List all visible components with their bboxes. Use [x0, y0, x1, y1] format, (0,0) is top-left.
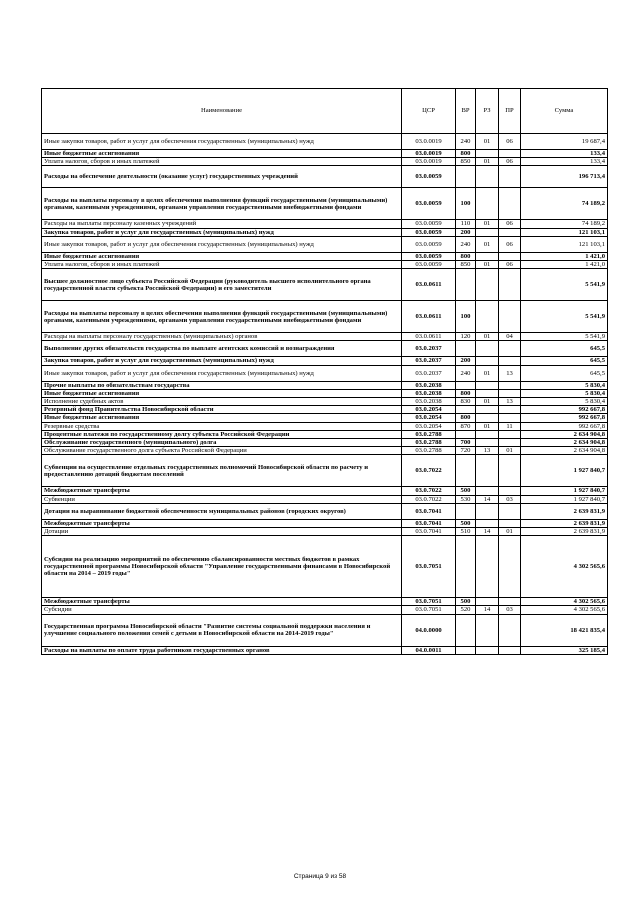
row-sum: 74 189,2 [521, 220, 608, 228]
row-vr: 110 [456, 220, 476, 228]
table-row [42, 389, 608, 397]
row-vr [456, 381, 476, 389]
row-vr: 520 [456, 606, 476, 614]
table-row [42, 398, 608, 406]
row-sum: 2 634 904,8 [521, 430, 608, 438]
row-name: Иные закупки товаров, работ и услуг для обеспечения государственных (муниципальных) нужд [42, 236, 402, 252]
row-sum: 2 639 831,9 [521, 519, 608, 527]
row-name: Дотации [42, 528, 402, 536]
row-vr: 240 [456, 134, 476, 150]
table-row [42, 357, 608, 365]
table-row [42, 220, 608, 228]
row-sum: 4 302 565,6 [521, 606, 608, 614]
row-vr: 200 [456, 228, 476, 236]
row-rz [476, 598, 499, 606]
row-name: Иные бюджетные ассигнования [42, 414, 402, 422]
row-rz [476, 166, 499, 188]
row-pr [499, 188, 521, 220]
row-name: Иные бюджетные ассигнования [42, 389, 402, 397]
table-row [42, 228, 608, 236]
row-pr [499, 357, 521, 365]
row-vr: 800 [456, 389, 476, 397]
row-rz: 01 [476, 365, 499, 381]
row-sum: 133,4 [521, 150, 608, 158]
row-name: Расходы на выплаты персоналу в целях обеспечения выполнения функций государственными (муниципальными) органами, казенными учреждениями, органами управления государственными внебюджетными фондами [42, 301, 402, 333]
row-pr: 06 [499, 236, 521, 252]
row-csr: 03.0.0059 [402, 252, 456, 260]
row-sum: 5 541,9 [521, 301, 608, 333]
row-rz: 01 [476, 398, 499, 406]
row-vr [456, 614, 476, 646]
row-sum: 121 103,1 [521, 228, 608, 236]
row-vr [456, 646, 476, 654]
row-name: Субвенции [42, 495, 402, 503]
header-pr: ПР [499, 89, 521, 134]
row-vr: 800 [456, 252, 476, 260]
row-sum: 2 634 904,8 [521, 447, 608, 455]
row-vr: 240 [456, 365, 476, 381]
table-row [42, 503, 608, 519]
row-pr [499, 252, 521, 260]
row-pr [499, 341, 521, 357]
row-pr: 06 [499, 134, 521, 150]
row-name: Закупка товаров, работ и услуг для государственных (муниципальных) нужд [42, 228, 402, 236]
row-vr [456, 269, 476, 301]
row-pr [499, 614, 521, 646]
header-vr: ВР [456, 89, 476, 134]
row-sum: 1 421,0 [521, 261, 608, 269]
row-sum: 2 639 831,9 [521, 528, 608, 536]
row-sum: 5 830,4 [521, 381, 608, 389]
row-pr [499, 406, 521, 414]
row-rz [476, 503, 499, 519]
row-rz [476, 487, 499, 495]
row-pr: 13 [499, 365, 521, 381]
row-sum: 645,5 [521, 365, 608, 381]
table-row [42, 406, 608, 414]
row-csr: 03.0.7022 [402, 455, 456, 487]
row-name: Дотации на выравнивание бюджетной обеспеченности муниципальных районов (городских округов) [42, 503, 402, 519]
row-name: Иные закупки товаров, работ и услуг для обеспечения государственных (муниципальных) нужд [42, 134, 402, 150]
row-csr: 03.0.2054 [402, 406, 456, 414]
row-csr: 03.0.7051 [402, 598, 456, 606]
table-row [42, 236, 608, 252]
table-row [42, 134, 608, 150]
row-vr: 530 [456, 495, 476, 503]
row-rz [476, 228, 499, 236]
row-name: Выполнение других обязательств государства по выплате агентских комиссий и вознаграждения [42, 341, 402, 357]
row-pr [499, 487, 521, 495]
row-csr: 03.0.0019 [402, 134, 456, 150]
row-sum: 992 667,8 [521, 414, 608, 422]
row-csr: 03.0.0059 [402, 228, 456, 236]
row-name: Межбюджетные трансферты [42, 598, 402, 606]
row-rz [476, 150, 499, 158]
table-row [42, 614, 608, 646]
row-name: Уплата налогов, сборов и иных платежей [42, 261, 402, 269]
row-pr [499, 150, 521, 158]
row-name: Уплата налогов, сборов и иных платежей [42, 158, 402, 166]
table-row [42, 365, 608, 381]
table-row [42, 495, 608, 503]
table-row [42, 447, 608, 455]
row-csr: 03.0.2037 [402, 357, 456, 365]
table-row [42, 430, 608, 438]
row-sum: 5 830,4 [521, 398, 608, 406]
table-row [42, 646, 608, 654]
row-vr: 800 [456, 150, 476, 158]
row-csr: 04.0.0011 [402, 646, 456, 654]
row-name: Высшее должностное лицо субъекта Российской Федерации (руководитель высшего исполнительного органа государственной власти субъекта Российской Федерации) и его заместители [42, 269, 402, 301]
row-csr: 03.0.0019 [402, 150, 456, 158]
row-sum: 4 302 565,6 [521, 536, 608, 598]
page-footer: Страница 9 из 58 [293, 873, 347, 880]
row-name: Межбюджетные трансферты [42, 519, 402, 527]
table-row [42, 188, 608, 220]
row-rz [476, 252, 499, 260]
row-pr: 03 [499, 606, 521, 614]
row-pr: 03 [499, 495, 521, 503]
row-csr: 03.0.7022 [402, 495, 456, 503]
row-vr [456, 341, 476, 357]
table-row [42, 261, 608, 269]
row-rz: 01 [476, 333, 499, 341]
row-sum: 5 541,9 [521, 333, 608, 341]
table-row [42, 422, 608, 430]
row-pr [499, 301, 521, 333]
row-name: Обслуживание государственного (муниципального) долга [42, 439, 402, 447]
row-pr [499, 598, 521, 606]
table-row [42, 341, 608, 357]
row-vr [456, 455, 476, 487]
row-sum: 992 667,8 [521, 422, 608, 430]
row-csr: 03.0.0059 [402, 220, 456, 228]
row-rz: 01 [476, 220, 499, 228]
row-vr: 830 [456, 398, 476, 406]
row-name: Расходы на выплаты персоналу государственных (муниципальных) органов [42, 333, 402, 341]
row-vr: 100 [456, 301, 476, 333]
row-csr: 04.0.0000 [402, 614, 456, 646]
row-vr: 850 [456, 261, 476, 269]
row-sum: 1 927 840,7 [521, 487, 608, 495]
table-row [42, 606, 608, 614]
row-pr [499, 503, 521, 519]
row-rz [476, 519, 499, 527]
row-rz [476, 614, 499, 646]
table-row [42, 158, 608, 166]
row-sum: 133,4 [521, 158, 608, 166]
row-rz [476, 439, 499, 447]
table-row [42, 333, 608, 341]
row-name: Межбюджетные трансферты [42, 487, 402, 495]
row-rz [476, 381, 499, 389]
row-sum: 645,5 [521, 357, 608, 365]
table-row [42, 487, 608, 495]
row-vr [456, 536, 476, 598]
row-rz: 01 [476, 134, 499, 150]
row-pr: 06 [499, 220, 521, 228]
row-vr: 800 [456, 414, 476, 422]
row-name: Иные бюджетные ассигнования [42, 150, 402, 158]
row-csr: 03.0.2038 [402, 398, 456, 406]
row-sum: 1 927 840,7 [521, 455, 608, 487]
row-rz: 01 [476, 158, 499, 166]
row-pr [499, 646, 521, 654]
header-rz: РЗ [476, 89, 499, 134]
row-csr: 03.0.2038 [402, 389, 456, 397]
table-header-row [42, 89, 608, 134]
row-rz: 01 [476, 236, 499, 252]
row-vr: 200 [456, 357, 476, 365]
row-name: Закупка товаров, работ и услуг для государственных (муниципальных) нужд [42, 357, 402, 365]
row-pr [499, 430, 521, 438]
row-rz [476, 646, 499, 654]
row-csr: 03.0.7051 [402, 606, 456, 614]
row-vr: 240 [456, 236, 476, 252]
table-row [42, 455, 608, 487]
row-vr [456, 503, 476, 519]
row-csr: 03.0.7041 [402, 503, 456, 519]
row-vr: 510 [456, 528, 476, 536]
row-pr [499, 166, 521, 188]
table-row [42, 381, 608, 389]
row-pr [499, 519, 521, 527]
row-csr: 03.0.0059 [402, 261, 456, 269]
row-name: Резервные средства [42, 422, 402, 430]
row-csr: 03.0.0059 [402, 166, 456, 188]
row-csr: 03.0.2037 [402, 365, 456, 381]
row-sum: 4 302 565,6 [521, 598, 608, 606]
row-csr: 03.0.0611 [402, 301, 456, 333]
table-row [42, 252, 608, 260]
row-csr: 03.0.2038 [402, 381, 456, 389]
row-rz: 14 [476, 495, 499, 503]
table-row [42, 598, 608, 606]
table-row [42, 414, 608, 422]
row-rz [476, 406, 499, 414]
row-rz [476, 414, 499, 422]
table-row [42, 301, 608, 333]
table-row [42, 439, 608, 447]
row-name: Расходы на выплаты персоналу в целях обеспечения выполнения функций государственными (муниципальными) органами, казенными учреждениями, органами управления государственными внебюджетными фондами [42, 188, 402, 220]
row-pr: 04 [499, 333, 521, 341]
row-name: Расходы на выплаты по оплате труда работников государственных органов [42, 646, 402, 654]
row-sum: 18 421 835,4 [521, 614, 608, 646]
row-pr [499, 269, 521, 301]
row-rz [476, 341, 499, 357]
row-vr: 100 [456, 188, 476, 220]
row-sum: 19 687,4 [521, 134, 608, 150]
row-csr: 03.0.2788 [402, 439, 456, 447]
row-vr: 500 [456, 487, 476, 495]
row-sum: 2 639 831,9 [521, 503, 608, 519]
row-vr: 700 [456, 439, 476, 447]
row-sum: 1 421,0 [521, 252, 608, 260]
table-row [42, 519, 608, 527]
row-sum: 2 634 904,8 [521, 439, 608, 447]
row-rz [476, 188, 499, 220]
row-rz: 01 [476, 261, 499, 269]
row-sum: 645,5 [521, 341, 608, 357]
row-pr [499, 414, 521, 422]
table-row [42, 150, 608, 158]
row-vr: 850 [456, 158, 476, 166]
row-csr: 03.0.2037 [402, 341, 456, 357]
row-vr: 500 [456, 598, 476, 606]
header-sum: Сумма [521, 89, 608, 134]
row-sum: 121 103,1 [521, 236, 608, 252]
row-rz [476, 536, 499, 598]
header-csr: ЦСР [402, 89, 456, 134]
row-csr: 03.0.0611 [402, 333, 456, 341]
row-rz [476, 301, 499, 333]
row-pr: 06 [499, 158, 521, 166]
table-row [42, 269, 608, 301]
row-sum: 1 927 840,7 [521, 495, 608, 503]
row-rz [476, 455, 499, 487]
row-rz: 14 [476, 528, 499, 536]
row-csr: 03.0.0059 [402, 188, 456, 220]
row-rz: 13 [476, 447, 499, 455]
row-csr: 03.0.2788 [402, 447, 456, 455]
row-vr [456, 430, 476, 438]
row-pr [499, 455, 521, 487]
row-pr [499, 536, 521, 598]
row-pr: 01 [499, 528, 521, 536]
row-name: Государственная программа Новосибирской области "Развитие системы социальной поддержки населения и улучшение социального положения семей с детьми в Новосибирской области на 2014-2019 годы" [42, 614, 402, 646]
row-csr: 03.0.0059 [402, 236, 456, 252]
row-pr: 06 [499, 261, 521, 269]
row-vr: 120 [456, 333, 476, 341]
row-vr: 720 [456, 447, 476, 455]
row-pr [499, 228, 521, 236]
row-rz [476, 269, 499, 301]
row-vr [456, 166, 476, 188]
row-csr: 03.0.2054 [402, 422, 456, 430]
row-sum: 196 713,4 [521, 166, 608, 188]
row-rz [476, 389, 499, 397]
row-vr: 500 [456, 519, 476, 527]
row-name: Расходы на выплаты персоналу казенных учреждений [42, 220, 402, 228]
row-sum: 74 189,2 [521, 188, 608, 220]
row-csr: 03.0.0019 [402, 158, 456, 166]
row-pr [499, 389, 521, 397]
header-name: Наименование [42, 89, 402, 134]
row-name: Иные бюджетные ассигнования [42, 252, 402, 260]
row-vr: 870 [456, 422, 476, 430]
row-csr: 03.0.0611 [402, 269, 456, 301]
row-pr: 13 [499, 398, 521, 406]
table-row [42, 536, 608, 598]
row-name: Расходы на обеспечение деятельности (оказание услуг) государственных учреждений [42, 166, 402, 188]
row-csr: 03.0.7041 [402, 528, 456, 536]
row-name: Субсидии на реализацию мероприятий по обеспечению сбалансированности местных бюджетов в рамках государственной программы Новосибирской области "Управление государственными финансами в Новосибирской области на 2014 – 2019 годы" [42, 536, 402, 598]
row-name: Обслуживание государственного долга субъекта Российской Федерации [42, 447, 402, 455]
row-sum: 5 830,4 [521, 389, 608, 397]
row-pr: 11 [499, 422, 521, 430]
row-csr: 03.0.2054 [402, 414, 456, 422]
budget-table [41, 88, 608, 655]
row-sum: 992 667,8 [521, 406, 608, 414]
row-name: Прочие выплаты по обязательствам государства [42, 381, 402, 389]
row-rz: 14 [476, 606, 499, 614]
row-vr [456, 406, 476, 414]
row-pr [499, 439, 521, 447]
row-csr: 03.0.2788 [402, 430, 456, 438]
row-pr: 01 [499, 447, 521, 455]
row-name: Субсидии [42, 606, 402, 614]
table-row [42, 166, 608, 188]
row-name: Процентные платежи по государственному долгу субъекта Российской Федерации [42, 430, 402, 438]
row-sum: 325 185,4 [521, 646, 608, 654]
row-csr: 03.0.7022 [402, 487, 456, 495]
row-rz: 01 [476, 422, 499, 430]
row-name: Субвенции на осуществление отдельных государственных полномочий Новосибирской области по расчету и предоставлению дотаций бюджетам поселений [42, 455, 402, 487]
row-name: Иные закупки товаров, работ и услуг для обеспечения государственных (муниципальных) нужд [42, 365, 402, 381]
row-sum: 5 541,9 [521, 269, 608, 301]
row-name: Исполнение судебных актов [42, 398, 402, 406]
row-pr [499, 381, 521, 389]
row-rz [476, 357, 499, 365]
row-csr: 03.0.7041 [402, 519, 456, 527]
row-rz [476, 430, 499, 438]
table-row [42, 528, 608, 536]
row-name: Резервный фонд Правительства Новосибирской области [42, 406, 402, 414]
row-csr: 03.0.7051 [402, 536, 456, 598]
